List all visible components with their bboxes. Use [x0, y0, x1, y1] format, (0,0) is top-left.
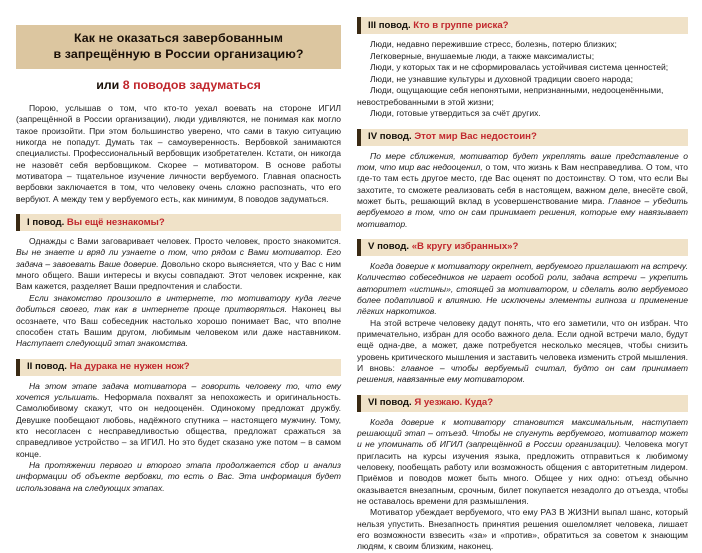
- list-item: Люди, не узнавшие культуры и духовной традиции своего народа;: [370, 73, 634, 84]
- section-4-paragraph-1: [357, 151, 688, 230]
- s6-p1-a: Когда доверие к мотиватору становится максимальным, наступает решающий этап – отъезд. Чтобы не спугнуть вербуемого, мотиватор может и не упоминать об ИГИЛ (запрещённой в России организации).: [357, 416, 688, 450]
- section-5-title: «В кругу избранных»?: [411, 241, 519, 253]
- section-6-title: Я уезжаю. Куда?: [414, 397, 494, 409]
- section-header-2: [16, 359, 341, 376]
- s1-p2-b: Наконец вы осознаете, что Ваш собеседник настолько хорошо понимает Вас, что вполне способен стать Вашим другом, любимым человеком или даже наставником.: [16, 304, 342, 337]
- section-4-title: Этот мир Вас недостоин?: [414, 131, 537, 142]
- section-1-number: I повод.: [27, 216, 65, 228]
- s1-p1-c: Довольно скоро выясняется, что у Вас с ним много общего. Ваши интересы и вкусы совпадают. Этот человек искренне, как Вам кажется, разделяет Ваши предпочтения и слабости.: [16, 258, 342, 292]
- poster-subtitle: [16, 78, 341, 93]
- s1-p2-c: Наступает следующий этап знакомства.: [16, 338, 188, 349]
- section-2-paragraph-2: На протяжении первого и второго этапа продолжается сбор и анализ информации об объекте вербовки, то есть о Вас. Эта информация будет использована на следующих этапах.: [16, 459, 342, 493]
- left-column: [8, 8, 349, 493]
- section-4-number: IV повод.: [368, 131, 412, 142]
- subtitle-prefix: или: [96, 78, 123, 92]
- section-1-paragraph-2: [16, 293, 341, 350]
- list-item: Легковерные, внушаемые люди, а также максималисты;: [370, 50, 595, 61]
- poster-title-line-2: в запрещённую в России организацию?: [53, 46, 304, 61]
- section-5-paragraph-1: Когда доверие к мотиватору окрепнет, вербуемого приглашают на встречу. Количество собеседников не играет особой роли, задача встречи – укрепить авторитет «истины», стоящей за мотиватором, и сделать волю вербуемого более податливой к влиянию. Не исключены элементы гипноза и применение лёгких наркотиков.: [357, 260, 688, 317]
- section-6-number: VI повод.: [368, 397, 412, 409]
- poster-title-bar: [16, 25, 341, 69]
- s5-p2-a: На этой встрече человеку дадут понять, что его заметили, что он избран. Что примечательно, избран для особо важного дела. Если одной встречи мало, будут ещё одна-две, а может, даже потребуется несколько месяцев, чтобы снизить уровень критического мышления и заставить человека изменить строй мышления. И вновь:: [357, 317, 688, 373]
- section-header-5: [357, 239, 688, 256]
- s6-p1-b: Человека могут пригласить на курсы изучения языка, предложить отправиться к любимому человеку, пообещать работу или возможность общения с авторитетным лидером. Приёмов и поводов может быть много. Общее у них одно: отъезд обычно оказывается внезапным, срочным, билет покупается незадолго до отъезда, чтобы не оставалось времени для размышления.: [357, 439, 688, 507]
- s4-p1-a: По мере сближения, мотиватор будет укреплять ваше представление о том, что мир вас недооценил,: [357, 150, 688, 172]
- s1-p2-a: Если знакомство произошло в интернете, то мотиватору куда легче добиться своего, так как в интернете проще притворяться.: [16, 292, 342, 315]
- section-5-paragraph-2: [357, 318, 688, 386]
- risk-group-list: [357, 39, 688, 120]
- section-2-paragraph-1: [16, 381, 341, 460]
- s1-p1-b: Вы не знаете и вряд ли узнаете о том, что рядом с Вами мотиватор. Его задача – завоевать Ваше доверие.: [16, 247, 342, 269]
- s4-p1-b: о том, что жизнь к Вам несправедлива. О том, что где-то там есть другое место, где Вас оценят по достоинству. О том, что если Вы захотите, то сможете реализовать себя в настоящем, важном деле, внесёте свой, может быть, решающий вклад в усовершенствование мира.: [357, 161, 688, 206]
- subtitle-accent: 8 поводов задуматься: [122, 78, 261, 92]
- s4-p1-c: Главное – убедить вербуемого в том, что он сам принимает решения, которые ему навязывает мотиватор.: [357, 195, 688, 229]
- section-header-6: [357, 395, 688, 412]
- s2-p1-b: Неформала похвалят за непохожесть и оригинальность. Самолюбивому скажут, что он недооценён. Одинокому предложат дружбу. Девушке пообещают любовь, надёжного спутника – настоящего мужчину. Тому, кто несогласен с несправедливостью общества, предложат сражаться за справедливое устройство – за ИГИЛ. Но это будет сказано уже потом – в самом конце.: [16, 391, 342, 459]
- list-item: Люди, недавно пережившие стресс, болезнь, потерю близких;: [370, 39, 617, 49]
- list-item: Люди, ощущающие себя непонятыми, непризнанными, недооценёнными, невостребованными в этой жизни;: [357, 85, 664, 107]
- s1-p1-a: Однажды с Вами заговаривает человек. Просто человек, просто знакомится.: [29, 236, 342, 247]
- list-item: Люди, готовые утвердиться за счёт других.: [370, 108, 541, 118]
- section-header-4: [357, 129, 688, 146]
- s2-p1-a: На этом этапе задача мотиватора – говорить человеку то, что ему хочется услышать.: [16, 380, 342, 402]
- section-1-title: Вы ещё незнакомы?: [66, 216, 165, 228]
- section-6-paragraph-1: [357, 417, 688, 508]
- section-5-number: V повод.: [368, 241, 410, 253]
- section-6-paragraph-2: Мотиватор убеждает вербуемого, что ему РАЗ В ЖИЗНИ выпал шанс, который нельзя упустить. Внезапность принятия решения ошеломляет человека, лишает его возможности взвесить «за» и «против», обратиться за советом к знающим людям, к своим близким, наконец.: [357, 507, 688, 552]
- right-column: [349, 8, 694, 552]
- section-2-number: II повод.: [27, 361, 67, 373]
- list-item: Люди, у которых так и не сформировалась устойчивая система ценностей;: [370, 62, 669, 72]
- section-header-3: [357, 17, 688, 34]
- poster-title-line-1: Как не оказаться завербованным: [73, 31, 284, 45]
- section-3-number: III повод.: [368, 19, 411, 31]
- s5-p2-b: главное – чтобы вербуемый считал, будто он сам принимает решения, навязанные ему мотиватором.: [357, 363, 688, 385]
- section-3-title: Кто в группе риска?: [413, 19, 509, 31]
- section-header-1: [16, 214, 341, 231]
- section-1-paragraph-1: [16, 236, 341, 293]
- section-2-title: На дурака не нужен нож?: [69, 361, 190, 373]
- intro-paragraph: Порою, услышав о том, что кто-то уехал воевать на стороне ИГИЛ (запрещённой в России организации), люди удивляются, не понимая как могло такое произойти. При этом большинство уверено, что сами в такую ситуацию никогда не попадут. Думать так – самоуверенность. Вербовкой занимаются специалисты. Профессиональный вербовщик изобретателен. Кстати, он никогда не назовёт себя вербовщиком. Скорее – мотиватором. В основе работы мотиватора – тщательное изучение личности вербуемого. Главная опасность вербовки заключается в том, что человеку очень сложно распознать, что его вербуют. А между тем у вербуемого есть, как минимум, 8 поводов задуматься.: [16, 103, 342, 204]
